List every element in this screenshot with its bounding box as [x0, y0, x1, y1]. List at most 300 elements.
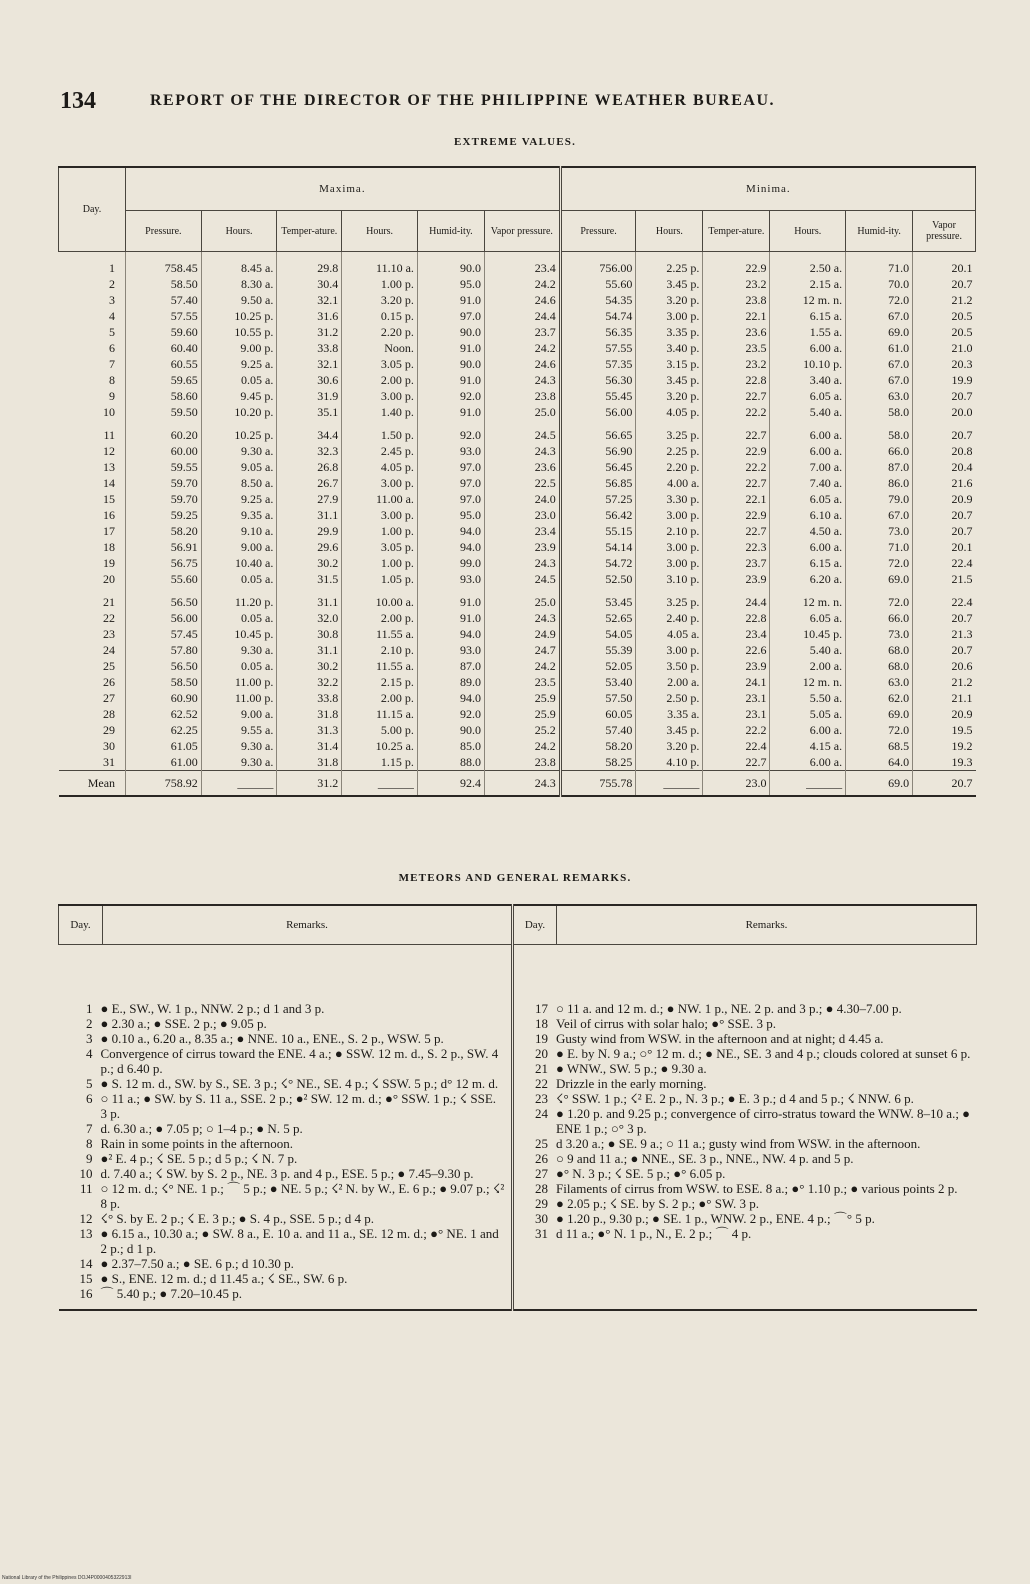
- value-cell: 56.35: [560, 324, 636, 340]
- value-cell: 30.2: [277, 555, 342, 571]
- value-cell: 2.45 p.: [342, 443, 418, 459]
- value-cell: 3.00 p.: [636, 308, 703, 324]
- value-cell: 10.45 p.: [201, 626, 277, 642]
- remark-day: 31: [535, 1226, 548, 1241]
- table-row: [59, 571, 976, 587]
- table-row: [59, 356, 976, 372]
- value-cell: 59.50: [126, 404, 202, 420]
- remark-entry: [514, 1031, 977, 1046]
- value-cell: 22.7: [703, 420, 770, 443]
- value-cell: 33.8: [277, 690, 342, 706]
- value-cell: 59.55: [126, 459, 202, 475]
- remark-day: 23: [535, 1091, 548, 1106]
- value-cell: 92.0: [417, 706, 484, 722]
- table-row: [59, 674, 976, 690]
- remark-entry: [514, 1061, 977, 1076]
- value-cell: 24.2: [484, 738, 560, 754]
- value-cell: 22.7: [703, 754, 770, 771]
- day-cell: 31: [103, 755, 116, 769]
- table-row: [59, 658, 976, 674]
- value-cell: 63.0: [846, 388, 913, 404]
- value-cell: 79.0: [846, 491, 913, 507]
- value-cell: 20.7: [913, 507, 976, 523]
- remark-entry: [59, 1256, 512, 1271]
- remark-text: Drizzle in the early morning.: [556, 1076, 707, 1091]
- value-cell: 69.0: [846, 771, 913, 797]
- value-cell: 25.0: [484, 404, 560, 420]
- value-cell: 29.6: [277, 539, 342, 555]
- value-cell: 22.1: [703, 491, 770, 507]
- remark-day: 2: [86, 1016, 93, 1031]
- value-cell: 24.3: [484, 610, 560, 626]
- remark-day: 14: [79, 1256, 93, 1271]
- value-cell: 23.4: [484, 252, 560, 277]
- value-cell: 5.00 p.: [342, 722, 418, 738]
- value-cell: 23.9: [484, 539, 560, 555]
- value-cell: 55.60: [560, 276, 636, 292]
- table-row: [59, 308, 976, 324]
- remark-entry: [514, 1166, 977, 1181]
- value-cell: 20.9: [913, 706, 976, 722]
- value-cell: 55.60: [126, 571, 202, 587]
- value-cell: 95.0: [417, 276, 484, 292]
- column-header: Pressure.: [560, 211, 636, 252]
- value-cell: 31.4: [277, 738, 342, 754]
- value-cell: 23.7: [703, 555, 770, 571]
- remark-text: d. 6.30 a.; ● 7.05 p; ○ 1–4 p.; ● N. 5 p.: [100, 1121, 303, 1136]
- value-cell: 9.30 a.: [201, 443, 277, 459]
- day-cell: 28: [103, 707, 116, 721]
- table-row: [59, 642, 976, 658]
- value-cell: 3.00 p.: [636, 555, 703, 571]
- value-cell: 5.50 a.: [770, 690, 846, 706]
- value-cell: 34.4: [277, 420, 342, 443]
- day-cell: 29: [103, 723, 116, 737]
- value-cell: 24.4: [703, 587, 770, 610]
- day-cell: 24: [103, 643, 116, 657]
- value-cell: 24.7: [484, 642, 560, 658]
- table-row: [59, 388, 976, 404]
- value-cell: 12 m. n.: [770, 674, 846, 690]
- remark-entry: [59, 1091, 512, 1121]
- value-cell: 31.5: [277, 571, 342, 587]
- value-cell: 59.70: [126, 475, 202, 491]
- value-cell: 66.0: [846, 443, 913, 459]
- value-cell: 3.20 p.: [636, 292, 703, 308]
- value-cell: 7.40 a.: [770, 475, 846, 491]
- table-row: [59, 523, 976, 539]
- day-cell: 13: [103, 460, 116, 474]
- value-cell: 72.0: [846, 292, 913, 308]
- value-cell: 9.50 a.: [201, 292, 277, 308]
- value-cell: 6.10 a.: [770, 507, 846, 523]
- value-cell: 0.05 a.: [201, 372, 277, 388]
- value-cell: 31.8: [277, 706, 342, 722]
- remark-day: 21: [535, 1061, 548, 1076]
- value-cell: 72.0: [846, 555, 913, 571]
- value-cell: 20.5: [913, 308, 976, 324]
- value-cell: 67.0: [846, 356, 913, 372]
- maxima-header: Maxima.: [126, 167, 561, 211]
- value-cell: 92.4: [417, 771, 484, 797]
- value-cell: 69.0: [846, 706, 913, 722]
- value-cell: 52.50: [560, 571, 636, 587]
- remarks-day-header-right: Day.: [513, 905, 557, 945]
- remark-text: ○ 11 a. and 12 m. d.; ● NW. 1 p., NE. 2 p. and 3 p.; ● 4.30–7.00 p.: [556, 1001, 902, 1016]
- value-cell: 11.15 a.: [342, 706, 418, 722]
- remark-text: Rain in some points in the afternoon.: [100, 1136, 293, 1151]
- value-cell: 60.40: [126, 340, 202, 356]
- value-cell: 58.50: [126, 674, 202, 690]
- value-cell: 32.2: [277, 674, 342, 690]
- value-cell: 23.1: [703, 706, 770, 722]
- footer-credit: National Library of the Philippines DOJ4P0000405322913I: [2, 1575, 132, 1581]
- remark-text: ●° N. 3 p.; ☇ SE. 5 p.; ●° 6.05 p.: [556, 1166, 726, 1181]
- value-cell: 22.7: [703, 388, 770, 404]
- remark-day: 19: [535, 1031, 548, 1046]
- value-cell: 55.45: [560, 388, 636, 404]
- remark-text: ● E., SW., W. 1 p., NNW. 2 p.; d 1 and 3 p.: [100, 1001, 325, 1016]
- value-cell: 62.0: [846, 690, 913, 706]
- value-cell: 55.15: [560, 523, 636, 539]
- value-cell: 10.25 p.: [201, 420, 277, 443]
- value-cell: 32.1: [277, 356, 342, 372]
- value-cell: 4.00 a.: [636, 475, 703, 491]
- remark-entry: [514, 1226, 977, 1241]
- value-cell: 24.3: [484, 443, 560, 459]
- value-cell: 27.9: [277, 491, 342, 507]
- value-cell: 87.0: [417, 658, 484, 674]
- value-cell: 10.55 p.: [201, 324, 277, 340]
- value-cell: 56.90: [560, 443, 636, 459]
- remark-entry: [59, 1151, 512, 1166]
- remark-day: 18: [535, 1016, 548, 1031]
- day-cell: 30: [103, 739, 116, 753]
- value-cell: 11.00 a.: [342, 491, 418, 507]
- column-header: Humid-ity.: [417, 211, 484, 252]
- value-cell: 24.2: [484, 658, 560, 674]
- remark-entry: [514, 1196, 977, 1211]
- value-cell: 55.39: [560, 642, 636, 658]
- value-cell: 91.0: [417, 292, 484, 308]
- remark-day: 4: [86, 1046, 93, 1061]
- day-cell: 2: [109, 277, 116, 291]
- day-cell: 11: [103, 428, 116, 442]
- table-row: [59, 443, 976, 459]
- day-cell: 20: [103, 572, 116, 586]
- value-cell: 23.9: [703, 658, 770, 674]
- value-cell: Noon.: [342, 340, 418, 356]
- value-cell: 10.10 p.: [770, 356, 846, 372]
- value-cell: 23.0: [484, 507, 560, 523]
- value-cell: 72.0: [846, 722, 913, 738]
- value-cell: 23.5: [484, 674, 560, 690]
- value-cell: 56.00: [560, 404, 636, 420]
- value-cell: 9.55 a.: [201, 722, 277, 738]
- value-cell: 8.45 a.: [201, 252, 277, 277]
- value-cell: 62.52: [126, 706, 202, 722]
- day-cell: 12: [103, 444, 116, 458]
- remark-text: d. 7.40 a.; ☇ SW. by S. 2 p., NE. 3 p. and 4 p., ESE. 5 p.; ● 7.45–9.30 p.: [100, 1166, 474, 1181]
- remarks-title: METEORS AND GENERAL REMARKS.: [398, 872, 632, 884]
- value-cell: 19.2: [913, 738, 976, 754]
- value-cell: 11.20 p.: [201, 587, 277, 610]
- value-cell: 56.50: [126, 658, 202, 674]
- value-cell: 20.6: [913, 658, 976, 674]
- remark-day: 13: [79, 1226, 93, 1241]
- value-cell: 23.8: [703, 292, 770, 308]
- remark-day: 22: [535, 1076, 548, 1091]
- minima-header: Minima.: [560, 167, 975, 211]
- value-cell: 69.0: [846, 324, 913, 340]
- remark-text: ● 1.20 p. and 9.25 p.; convergence of cirro-stratus toward the WNW. 8–10 a.; ● ENE 1 p.; ○° 3 p.: [556, 1106, 971, 1136]
- value-cell: 20.0: [913, 404, 976, 420]
- day-cell: 4: [109, 309, 116, 323]
- value-cell: 3.15 p.: [636, 356, 703, 372]
- value-cell: 31.8: [277, 754, 342, 771]
- value-cell: 31.1: [277, 587, 342, 610]
- day-cell: 21: [103, 595, 116, 609]
- remark-day: 17: [535, 1001, 548, 1016]
- value-cell: 56.30: [560, 372, 636, 388]
- remark-day: 25: [535, 1136, 548, 1151]
- value-cell: 4.50 a.: [770, 523, 846, 539]
- value-cell: 6.00 a.: [770, 340, 846, 356]
- value-cell: 59.60: [126, 324, 202, 340]
- value-cell: 87.0: [846, 459, 913, 475]
- day-cell: 3: [109, 293, 116, 307]
- value-cell: 56.65: [560, 420, 636, 443]
- value-cell: 62.25: [126, 722, 202, 738]
- remark-day: 24: [535, 1106, 548, 1121]
- value-cell: 3.20 p.: [636, 388, 703, 404]
- table-row: [59, 610, 976, 626]
- remark-entry: [514, 1046, 977, 1061]
- value-cell: 90.0: [417, 722, 484, 738]
- value-cell: 12 m. n.: [770, 292, 846, 308]
- value-cell: 10.00 a.: [342, 587, 418, 610]
- column-header: Temper-ature.: [703, 211, 770, 252]
- day-cell: 22: [103, 611, 116, 625]
- value-cell: 91.0: [417, 610, 484, 626]
- value-cell: 21.5: [913, 571, 976, 587]
- value-cell: 2.25 p.: [636, 252, 703, 277]
- value-cell: 2.15 p.: [342, 674, 418, 690]
- remark-text: ○ 11 a.; ● SW. by S. 11 a., SSE. 2 p.; ●² SW. 12 m. d.; ●° SSW. 1 p.; ☇ SSE. 3 p.: [100, 1091, 497, 1121]
- table-row: [59, 372, 976, 388]
- value-cell: 88.0: [417, 754, 484, 771]
- remark-day: 16: [79, 1286, 93, 1301]
- remark-day: 11: [79, 1181, 93, 1196]
- value-cell: 10.40 a.: [201, 555, 277, 571]
- value-cell: ______: [342, 771, 418, 797]
- value-cell: 3.25 p.: [636, 420, 703, 443]
- value-cell: 6.00 a.: [770, 539, 846, 555]
- value-cell: 89.0: [417, 674, 484, 690]
- value-cell: 31.9: [277, 388, 342, 404]
- value-cell: 2.10 p.: [342, 642, 418, 658]
- value-cell: 23.8: [484, 754, 560, 771]
- value-cell: ______: [636, 771, 703, 797]
- value-cell: 10.20 p.: [201, 404, 277, 420]
- value-cell: 21.0: [913, 340, 976, 356]
- value-cell: 30.4: [277, 276, 342, 292]
- table-row: [59, 587, 976, 610]
- value-cell: 0.05 a.: [201, 610, 277, 626]
- remark-text: ● WNW., SW. 5 p.; ● 9.30 a.: [556, 1061, 707, 1076]
- value-cell: 66.0: [846, 610, 913, 626]
- value-cell: 31.1: [277, 507, 342, 523]
- value-cell: 4.15 a.: [770, 738, 846, 754]
- column-header: Vapor pressure.: [913, 211, 976, 252]
- value-cell: 1.00 p.: [342, 523, 418, 539]
- value-cell: 8.30 a.: [201, 276, 277, 292]
- table-row: [59, 555, 976, 571]
- remark-entry: [514, 1136, 977, 1151]
- remark-text: d 3.20 a.; ● SE. 9 a.; ○ 11 a.; gusty wind from WSW. in the afternoon.: [556, 1136, 921, 1151]
- value-cell: 6.00 a.: [770, 443, 846, 459]
- page-number: 134: [60, 88, 96, 114]
- value-cell: 97.0: [417, 459, 484, 475]
- day-cell: 17: [103, 524, 116, 538]
- value-cell: 9.00 a.: [201, 539, 277, 555]
- value-cell: 67.0: [846, 308, 913, 324]
- value-cell: 33.8: [277, 340, 342, 356]
- value-cell: 20.7: [913, 523, 976, 539]
- day-cell: 23: [103, 627, 116, 641]
- value-cell: 0.15 p.: [342, 308, 418, 324]
- remark-entry: [59, 1001, 512, 1016]
- day-cell: Mean: [59, 771, 126, 797]
- value-cell: 64.0: [846, 754, 913, 771]
- value-cell: 94.0: [417, 690, 484, 706]
- remark-text: Veil of cirrus with solar halo; ●° SSE. 3 p.: [556, 1016, 776, 1031]
- remark-day: 10: [79, 1166, 93, 1181]
- value-cell: 58.60: [126, 388, 202, 404]
- value-cell: 2.00 a.: [770, 658, 846, 674]
- value-cell: 54.35: [560, 292, 636, 308]
- value-cell: 21.6: [913, 475, 976, 491]
- value-cell: 23.6: [703, 324, 770, 340]
- remark-day: 1: [86, 1001, 93, 1016]
- value-cell: 19.3: [913, 754, 976, 771]
- remark-text: ⌒ 5.40 p.; ● 7.20–10.45 p.: [100, 1286, 242, 1301]
- value-cell: 19.5: [913, 722, 976, 738]
- remark-day: 28: [535, 1181, 548, 1196]
- value-cell: 31.2: [277, 324, 342, 340]
- table-row: [59, 507, 976, 523]
- value-cell: 31.6: [277, 308, 342, 324]
- day-cell: 26: [103, 675, 116, 689]
- value-cell: 58.0: [846, 404, 913, 420]
- value-cell: 69.0: [846, 571, 913, 587]
- value-cell: 61.00: [126, 754, 202, 771]
- table-row: [59, 420, 976, 443]
- value-cell: 59.65: [126, 372, 202, 388]
- value-cell: 22.8: [703, 372, 770, 388]
- value-cell: ______: [201, 771, 277, 797]
- value-cell: 22.7: [703, 475, 770, 491]
- value-cell: 9.30 a.: [201, 738, 277, 754]
- table-row: [59, 754, 976, 771]
- value-cell: 94.0: [417, 523, 484, 539]
- value-cell: 72.0: [846, 587, 913, 610]
- value-cell: 91.0: [417, 372, 484, 388]
- value-cell: 91.0: [417, 340, 484, 356]
- value-cell: 57.80: [126, 642, 202, 658]
- value-cell: 57.45: [126, 626, 202, 642]
- table-row: [59, 706, 976, 722]
- value-cell: 2.10 p.: [636, 523, 703, 539]
- value-cell: 23.4: [703, 626, 770, 642]
- value-cell: 2.00 p.: [342, 372, 418, 388]
- value-cell: 9.05 a.: [201, 459, 277, 475]
- value-cell: 22.5: [484, 475, 560, 491]
- remark-day: 30: [535, 1211, 548, 1226]
- value-cell: 30.6: [277, 372, 342, 388]
- value-cell: 24.3: [484, 555, 560, 571]
- table-row: [59, 276, 976, 292]
- table-row: [59, 491, 976, 507]
- value-cell: 59.25: [126, 507, 202, 523]
- value-cell: 22.9: [703, 252, 770, 277]
- value-cell: 21.2: [913, 292, 976, 308]
- value-cell: 0.05 a.: [201, 571, 277, 587]
- value-cell: 94.0: [417, 626, 484, 642]
- value-cell: 22.4: [913, 555, 976, 571]
- extreme-values-body: [59, 252, 976, 797]
- value-cell: 4.05 p.: [636, 404, 703, 420]
- value-cell: 3.30 p.: [636, 491, 703, 507]
- remark-entry: [514, 1151, 977, 1166]
- value-cell: 6.00 a.: [770, 420, 846, 443]
- remark-day: 5: [86, 1076, 93, 1091]
- value-cell: 2.40 p.: [636, 610, 703, 626]
- value-cell: 3.40 a.: [770, 372, 846, 388]
- value-cell: 90.0: [417, 356, 484, 372]
- value-cell: 6.00 a.: [770, 754, 846, 771]
- value-cell: 11.55 a.: [342, 658, 418, 674]
- remark-text: ● S., ENE. 12 m. d.; d 11.45 a.; ☇ SE., SW. 6 p.: [100, 1271, 348, 1286]
- value-cell: 57.40: [126, 292, 202, 308]
- day-cell: 27: [103, 691, 116, 705]
- value-cell: 9.25 a.: [201, 356, 277, 372]
- day-cell: 8: [109, 373, 116, 387]
- column-header: Hours.: [636, 211, 703, 252]
- value-cell: 22.2: [703, 722, 770, 738]
- value-cell: 73.0: [846, 523, 913, 539]
- value-cell: 85.0: [417, 738, 484, 754]
- value-cell: 86.0: [846, 475, 913, 491]
- table-row: [59, 252, 976, 277]
- value-cell: 24.2: [484, 340, 560, 356]
- value-cell: 20.7: [913, 420, 976, 443]
- value-cell: 3.00 p.: [342, 475, 418, 491]
- remark-text: ● 2.05 p.; ☇ SE. by S. 2 p.; ●° SW. 3 p.: [556, 1196, 760, 1211]
- value-cell: 56.75: [126, 555, 202, 571]
- value-cell: 61.05: [126, 738, 202, 754]
- table-row: [59, 626, 976, 642]
- remark-text: d 11 a.; ●° N. 1 p., N., E. 2 p.; ⌒ 4 p.: [556, 1226, 752, 1241]
- remark-day: 8: [86, 1136, 93, 1151]
- value-cell: 31.2: [277, 771, 342, 797]
- value-cell: 24.1: [703, 674, 770, 690]
- value-cell: 758.45: [126, 252, 202, 277]
- value-cell: 9.10 a.: [201, 523, 277, 539]
- value-cell: 68.0: [846, 658, 913, 674]
- value-cell: 3.45 p.: [636, 372, 703, 388]
- value-cell: 2.50 a.: [770, 252, 846, 277]
